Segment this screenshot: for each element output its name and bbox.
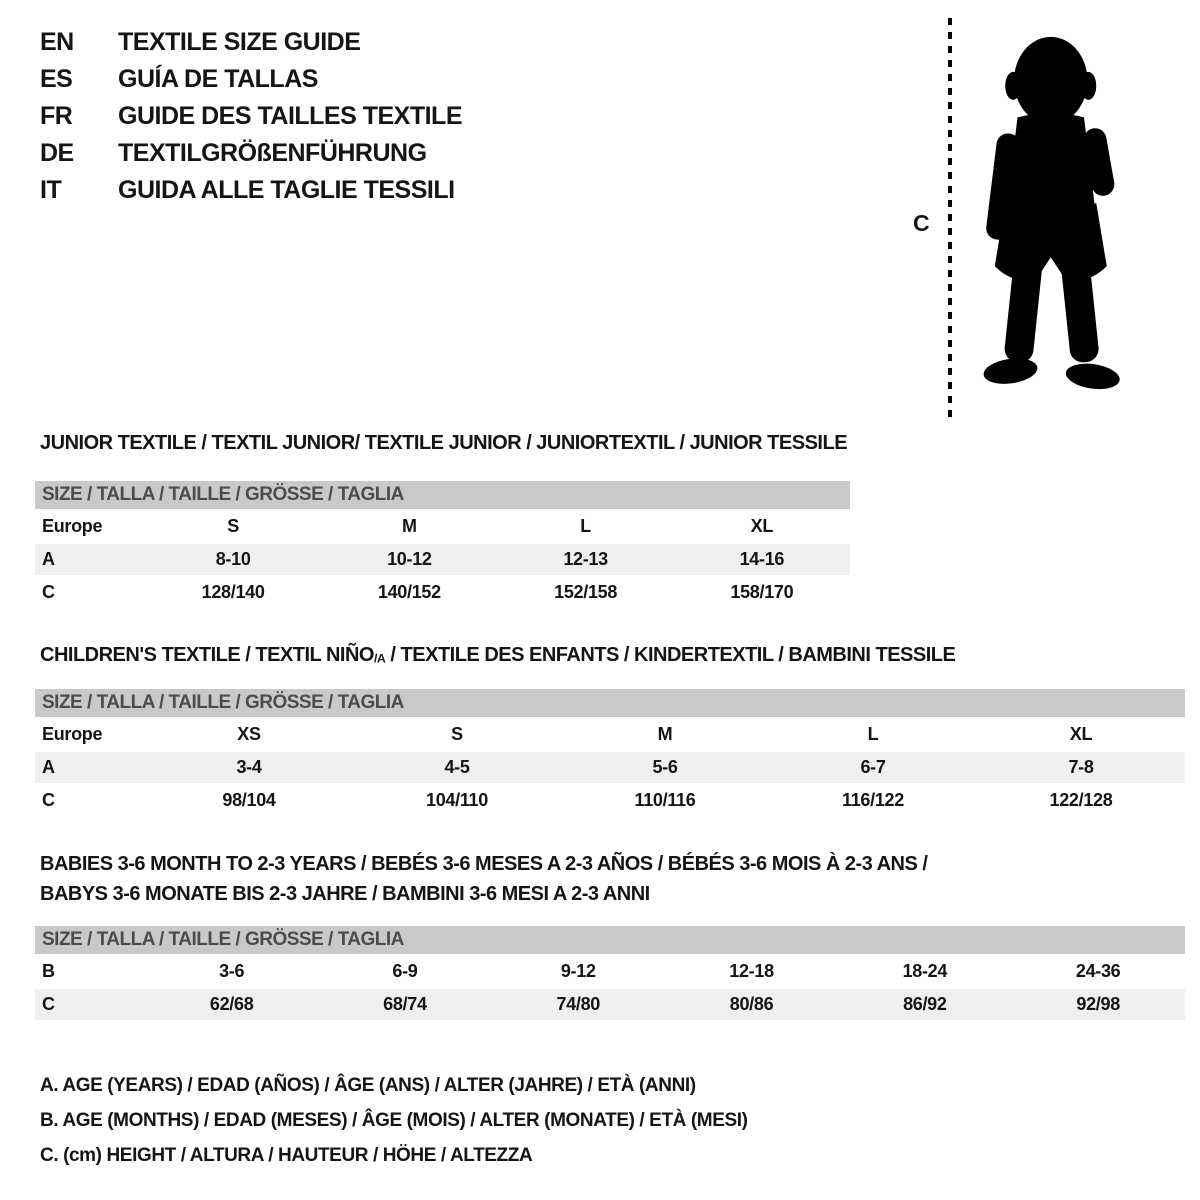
table-row-age — [35, 752, 1185, 783]
row-label: C — [42, 790, 55, 810]
months-cell: 3-6 — [219, 961, 245, 981]
height-cell: 140/152 — [377, 582, 441, 602]
size-cell: XL — [1069, 724, 1093, 744]
row-label: A — [42, 757, 55, 777]
size-header: SIZE / TALLA / TAILLE / GRÖSSE / TAGLIA — [35, 689, 1185, 717]
months-cell: 12-18 — [729, 961, 774, 981]
legend-age-years: A. AGE (YEARS) / EDAD (AÑOS) / ÂGE (ANS) / ALTER (JAHRE) / ETÀ (ANNI) — [40, 1075, 696, 1096]
size-cell: M — [402, 516, 417, 536]
row-label: Europe — [42, 516, 103, 536]
age-cell: 14-16 — [739, 549, 785, 569]
row-label: A — [42, 549, 55, 569]
age-cell: 4-5 — [444, 757, 470, 777]
size-cell: S — [451, 724, 463, 744]
language-code: ES — [40, 65, 73, 93]
language-row-en — [40, 24, 462, 61]
height-cell: 116/122 — [842, 790, 904, 810]
size-cell: XL — [750, 516, 774, 536]
table-row-europe — [35, 511, 850, 542]
toddler-silhouette-icon — [965, 12, 1140, 424]
age-cell: 6-7 — [860, 757, 886, 777]
age-cell: 10-12 — [387, 549, 432, 569]
height-cell: 62/68 — [209, 994, 254, 1014]
table-row-europe — [35, 719, 1185, 750]
height-cell: 68/74 — [383, 994, 427, 1014]
babies-section-title — [40, 849, 927, 909]
language-row-fr — [40, 98, 462, 135]
legend — [40, 1068, 748, 1173]
height-cell: 98/104 — [222, 790, 276, 810]
age-cell: 3-4 — [236, 757, 262, 777]
children-title-sub: /A — [373, 651, 386, 666]
size-cell: XS — [237, 724, 261, 744]
height-dashed-line — [948, 18, 952, 418]
language-code: DE — [40, 139, 74, 167]
size-cell: L — [867, 724, 879, 744]
language-row-es — [40, 61, 462, 98]
height-cell: 110/116 — [634, 790, 696, 810]
language-code: IT — [40, 176, 62, 204]
legend-height-cm: C. (cm) HEIGHT / ALTURA / HAUTEUR / HÖHE / ALTEZZA — [40, 1145, 533, 1166]
age-cell: 12-13 — [563, 549, 608, 569]
measure-c-label: C — [913, 210, 930, 236]
row-label: Europe — [42, 724, 103, 744]
babies-title-line1: BABIES 3-6 MONTH TO 2-3 YEARS / BEBÉS 3-6 MESES A 2-3 AÑOS / BÉBÉS 3-6 MOIS À 2-3 ANS / — [40, 853, 928, 875]
language-code: FR — [40, 102, 73, 130]
junior-size-table — [35, 481, 850, 608]
height-cell: 80/86 — [729, 994, 774, 1014]
children-section-title — [40, 644, 955, 667]
months-cell: 9-12 — [560, 961, 596, 981]
junior-section-title: JUNIOR TEXTILE / TEXTIL JUNIOR/ TEXTILE JUNIOR / JUNIORTEXTIL / JUNIOR TESSILE — [40, 432, 848, 454]
months-cell: 6-9 — [392, 961, 418, 981]
children-size-table — [35, 689, 1185, 816]
table-row-height — [35, 989, 1185, 1020]
height-cell: 104/110 — [426, 790, 488, 810]
size-cell: M — [657, 724, 673, 744]
height-cell: 74/80 — [556, 994, 601, 1014]
guide-title-en: TEXTILE SIZE GUIDE — [118, 28, 361, 56]
size-header: SIZE / TALLA / TAILLE / GRÖSSE / TAGLIA — [35, 926, 1185, 954]
row-label: B — [42, 961, 55, 981]
age-cell: 7-8 — [1068, 757, 1094, 777]
months-cell: 18-24 — [902, 961, 948, 981]
babies-size-table — [35, 926, 1185, 1020]
guide-title-fr: GUIDE DES TAILLES TEXTILE — [118, 102, 463, 130]
height-cell: 158/170 — [730, 582, 794, 602]
height-cell: 92/98 — [1076, 994, 1120, 1014]
size-cell: L — [580, 516, 591, 536]
height-cell: 152/158 — [554, 582, 618, 602]
table-row-age — [35, 544, 850, 575]
table-row-months — [35, 956, 1185, 987]
height-cell: 122/128 — [1049, 790, 1113, 810]
guide-title-de: TEXTILGRÖßENFÜHRUNG — [118, 139, 427, 167]
legend-age-months: B. AGE (MONTHS) / EDAD (MESES) / ÂGE (MOIS) / ALTER (MONATE) / ETÀ (MESI) — [40, 1110, 748, 1131]
children-title-suffix: / TEXTILE DES ENFANTS / KINDERTEXTIL / BAMBINI TESSILE — [385, 644, 956, 666]
guide-title-es: GUÍA DE TALLAS — [118, 65, 318, 93]
table-row-height — [35, 577, 850, 608]
language-row-it — [40, 172, 462, 209]
babies-title-line2: BABYS 3-6 MONATE BIS 2-3 JAHRE / BAMBINI 3-6 MESI A 2-3 ANNI — [40, 883, 650, 905]
language-code: EN — [40, 28, 74, 56]
age-cell: 5-6 — [652, 757, 678, 777]
height-cell: 86/92 — [903, 994, 947, 1014]
height-cell: 128/140 — [201, 582, 265, 602]
months-cell: 24-36 — [1075, 961, 1121, 981]
guide-title-it: GUIDA ALLE TAGLIE TESSILI — [118, 176, 455, 204]
size-cell: S — [227, 516, 239, 536]
table-row-height — [35, 785, 1185, 816]
language-row-de — [40, 135, 462, 172]
row-label: C — [42, 994, 55, 1014]
age-cell: 8-10 — [215, 549, 251, 569]
row-label: C — [42, 582, 55, 602]
size-header: SIZE / TALLA / TAILLE / GRÖSSE / TAGLIA — [35, 481, 850, 509]
children-title-prefix: CHILDREN'S TEXTILE / TEXTIL NIÑO — [40, 644, 374, 666]
language-list — [40, 24, 462, 209]
height-measure-figure — [905, 12, 1155, 427]
